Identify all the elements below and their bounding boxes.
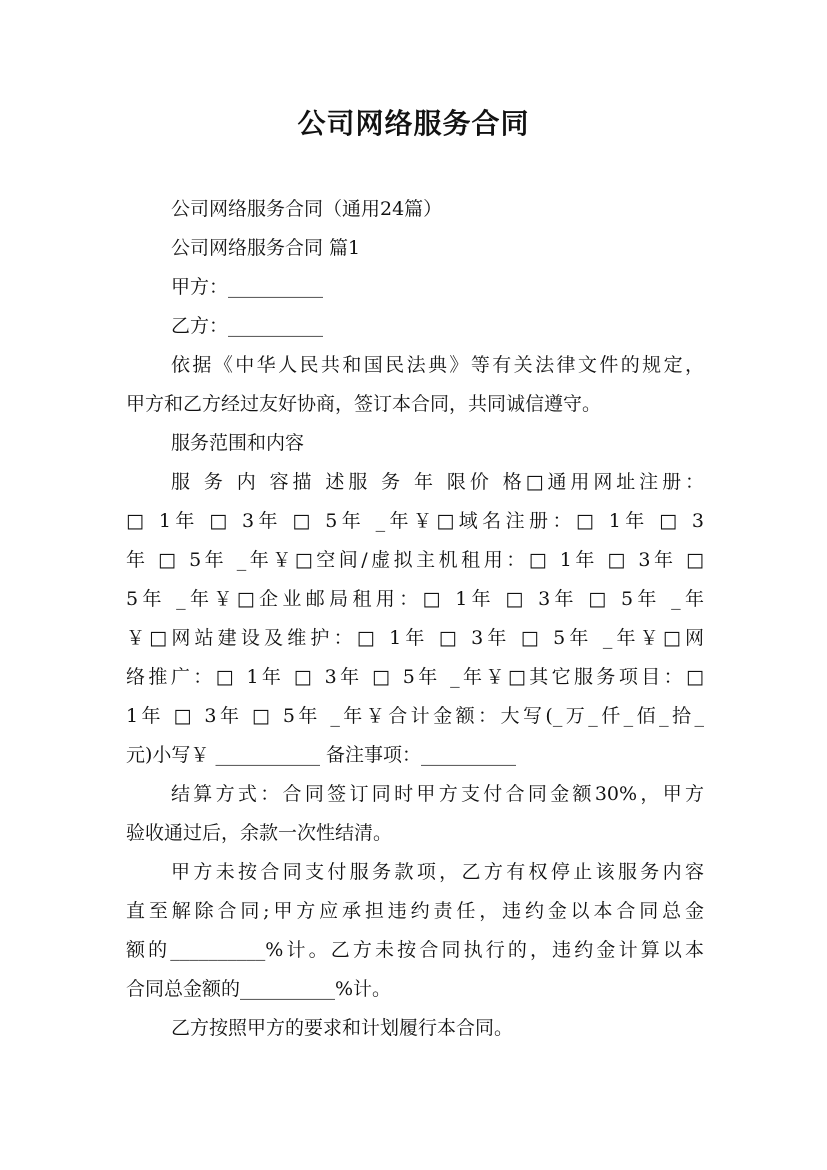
document-line: 服务范围和内容 (171, 432, 305, 454)
document-line: 验收通过后，余款一次性结清。 (126, 822, 393, 844)
document-line: 直至解除合同;甲方应承担违约责任，违约金以本合同总金 (126, 900, 704, 922)
document-line: 结算方式：合同签订同时甲方支付合同金额30%，甲方 (171, 783, 704, 805)
document-line: 依据《中华人民共和国民法典》等有关法律文件的规定， (171, 354, 704, 376)
document-line: ￥□网站建设及维护：□ 1年 □ 3年 □ 5年 _年￥□网 (126, 627, 704, 649)
document-line: 1年 □ 3年 □ 5年 _年￥合计金额：大写(_万_仟_佰_拾_ (126, 705, 704, 727)
document-line: 公司网络服务合同（通用24篇） (171, 198, 443, 220)
document-line: 额的__________%计。乙方未按合同执行的，违约金计算以本 (126, 939, 704, 961)
document-line: 乙方：__________ (171, 315, 324, 337)
document-line: 服 务 内 容描 述服 务 年 限价 格□通用网址注册： (171, 471, 704, 493)
document-line: 公司网络服务合同 篇1 (171, 237, 361, 259)
document-body (126, 190, 704, 1048)
document-line: 络推广：□ 1年 □ 3年 □ 5年 _年￥□其它服务项目：□ (126, 666, 704, 688)
document-line: □ 1年 □ 3年 □ 5年 _年￥□域名注册：□ 1年 □ 3 (126, 510, 704, 532)
document-line: 元)小写￥ ___________ 备注事项：__________ (126, 744, 516, 766)
document-line: 年 □ 5年 _年￥□空间/虚拟主机租用：□ 1年 □ 3年 □ (126, 549, 704, 571)
document-line: 合同总金额的__________%计。 (126, 978, 392, 1000)
document-line: 甲方和乙方经过友好协商，签订本合同，共同诚信遵守。 (126, 393, 602, 415)
document-title: 公司网络服务合同 (297, 107, 530, 140)
document-line: 乙方按照甲方的要求和计划履行本合同。 (171, 1017, 514, 1039)
document-line: 甲方：__________ (171, 276, 324, 298)
document-line: 甲方未按合同支付服务款项，乙方有权停止该服务内容 (171, 861, 704, 883)
document-line: 5年 _年￥□企业邮局租用：□ 1年 □ 3年 □ 5年 _年 (126, 588, 704, 610)
